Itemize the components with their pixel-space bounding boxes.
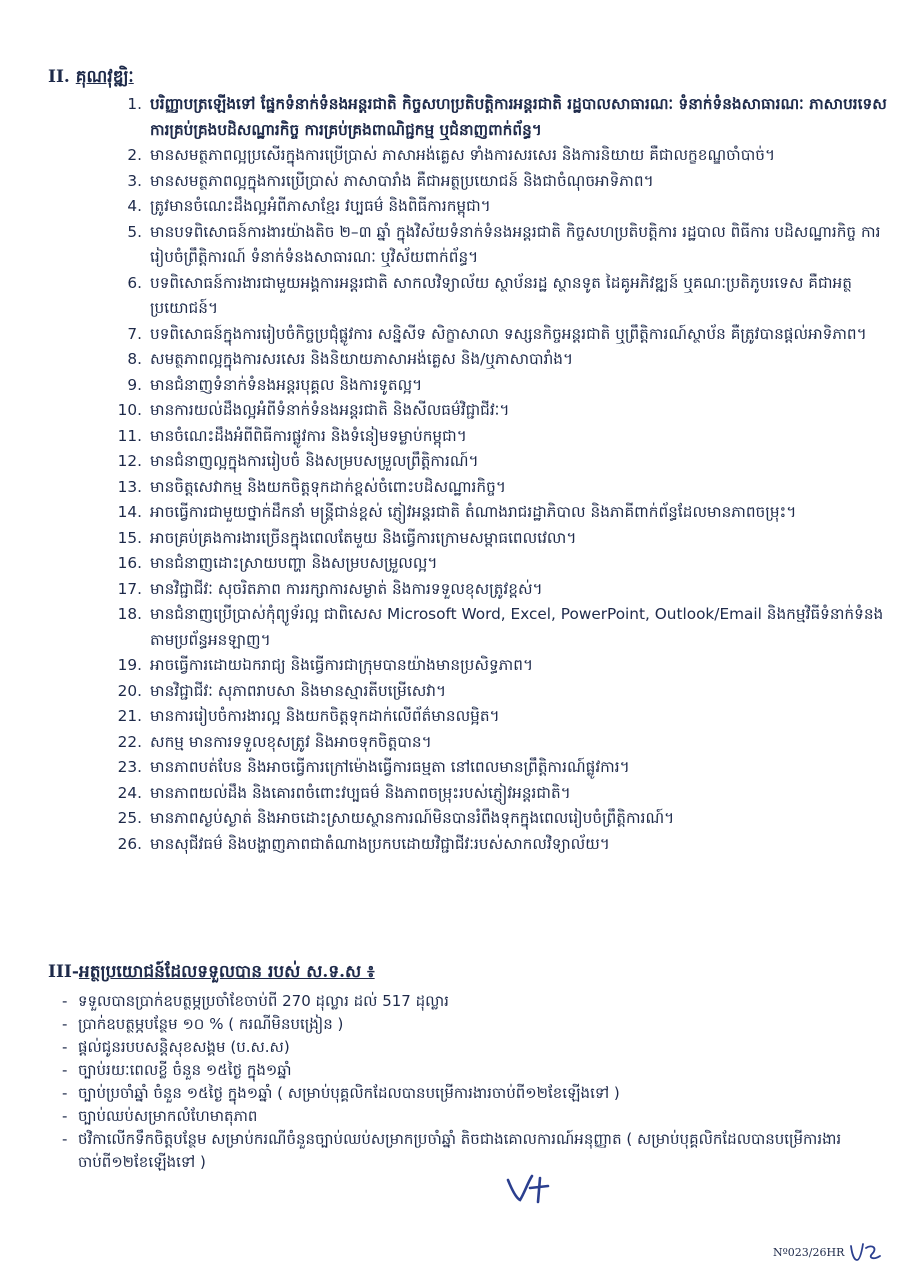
qualification-text: មានជំនាញប្រើប្រាស់កុំព្យូទ័រល្អ ជាពិសេស Microsoft Word, Excel, PowerPoint, Outlook/Email និងកម្មវិធីទំនាក់ទំនងតាមប្រព័ន្ធអនឡាញ។ [150,605,884,649]
qualification-item [112,602,892,653]
qualification-number: 21. [117,707,142,725]
qualification-item [112,577,892,603]
qualification-number: 10. [117,401,142,419]
qualification-number: 23. [117,758,142,776]
benefit-text: ច្បាប់រយៈពេលខ្លី ចំនួន ១៥ថ្ងៃ ក្នុង១ឆ្នាំ [78,1061,292,1079]
qualification-text: មានជំនាញដោះស្រាយបញ្ហា និងសម្របសម្រួលល្អ។ [150,554,438,572]
qualification-item [112,781,892,807]
qualification-item [112,500,892,526]
qualification-text: មានជំនាញល្អក្នុងការរៀបចំ និងសម្របសម្រួលព្រឹត្តិការណ៍។ [150,452,479,470]
benefit-text: ច្បាប់ឈប់សម្រាកលំហែមាតុភាព [78,1107,258,1125]
qualification-number: 18. [117,605,142,623]
qualification-text: មានការរៀបចំការងារល្អ និងយកចិត្តទុកដាក់លើព័ត៌មានលម្អិត។ [150,707,500,725]
qualification-item [112,551,892,577]
qualification-text: អាចធ្វើការជាមួយថ្នាក់ដឹកនាំ មន្ត្រីជាន់ខ្ពស់ ភ្ញៀវអន្តរជាតិ តំណាងរាជរដ្ឋាភិបាល និងភាគីពាក់ព័ន្ធដែលមានភាពចម្រុះ។ [150,503,797,521]
benefits-list [62,990,882,1174]
qualification-item [112,322,892,348]
qualification-item [112,704,892,730]
qualification-item [112,398,892,424]
qualification-number: 6. [127,273,142,292]
benefit-text: ច្បាប់ប្រចាំឆ្នាំ ចំនួន ១៥ថ្ងៃ ក្នុង១ឆ្នាំ ( សម្រាប់បុគ្គលិកដែលបានបម្រើការងារចាប់ពី១២ខែឡើងទៅ ) [78,1084,620,1102]
benefit-item [62,1105,882,1128]
qualification-item [112,832,892,858]
qualification-text: មានចិត្តសេវាកម្ម និងយកចិត្តទុកដាក់ខ្ពស់ចំពោះបដិសណ្ឋារកិច្ច។ [150,477,506,496]
qualification-item [112,220,892,271]
qualification-number: 15. [117,528,142,547]
qualification-item [112,424,892,450]
qualification-number: 22. [117,732,142,751]
qualification-item [112,194,892,220]
qualification-item [112,526,892,552]
qualification-number: 1. [127,95,142,113]
qualification-number: 9. [127,375,142,394]
section-3-title: អត្ថប្រយោជន៍ដែលទទួលបាន របស់ ស.ទ.ស ៖ [78,962,375,982]
qualification-number: 16. [117,554,142,572]
qualification-number: 26. [117,834,142,853]
qualification-text: សមត្ថភាពល្អក្នុងការសរសេរ និងនិយាយភាសាអង់គ្លេស និង/ឬភាសាបារាំង។ [150,350,574,368]
qualification-number: 14. [117,503,142,521]
qualification-text: បទពិសោធន៍ការងារជាមួយអង្គការអន្តរជាតិ សាកលវិទ្យាល័យ ស្ថាប័នរដ្ឋ ស្ថានទូត ដៃគូអភិវឌ្ឍន៍ ឬគណៈប្រតិភូបរទេស គឺជាអត្ថប្រយោជន៍។ [150,273,852,317]
qualification-item [112,679,892,705]
qualification-number: 20. [117,681,142,700]
benefit-text: ទទួលបានប្រាក់ឧបត្ថម្ភប្រចាំខែចាប់ពី 270 ដុល្លារ ដល់ 517 ដុល្លារ [78,992,449,1010]
qualification-number: 5. [127,222,142,241]
qualification-number: 3. [127,171,142,190]
footer-initials-signature [848,1240,882,1264]
section-2-heading [48,66,134,91]
bullet-dash: - [62,1107,68,1125]
qualification-item [112,373,892,399]
qualification-text: មានចំណេះដឹងអំពីពិធីការផ្លូវការ និងទំនៀមទម្លាប់កម្ពុជា។ [150,426,467,445]
qualification-text: សកម្ម មានការទទួលខុសត្រូវ និងអាចទុកចិត្តបាន។ [150,732,432,751]
qualification-number: 8. [127,350,142,368]
bullet-dash: - [62,1038,68,1056]
qualification-number: 17. [117,579,142,598]
bullet-dash: - [62,1015,68,1033]
qualification-item [112,806,892,832]
section-3-heading [48,961,375,986]
qualification-text: មានភាពស្ងប់ស្ងាត់ និងអាចដោះស្រាយស្ថានការណ៍មិនបានរំពឹងទុកក្នុងពេលរៀបចំព្រឹត្តិការណ៍។ [150,809,675,827]
qualification-text: មានភាពបត់បែន និងអាចធ្វើការក្រៅម៉ោងធ្វើការធម្មតា នៅពេលមានព្រឹត្តិការណ៍ផ្លូវការ។ [150,758,630,776]
section-2-title: គុណវុឌ្ឍិៈ [75,67,134,87]
qualification-text: មានជំនាញទំនាក់ទំនងអន្តរបុគ្គល និងការទូតល្អ។ [150,375,423,394]
qualification-number: 13. [117,477,142,496]
qualification-text: មានសមត្ថភាពល្អប្រសើរក្នុងការប្រើប្រាស់ ភាសាអង់គ្លេស ទាំងការសរសេរ និងការនិយាយ គឺជាលក្ខខណ្ឌចាំបាច់។ [150,146,776,164]
benefit-text: ប្រាក់ឧបត្ថម្ភបន្ថែម ១០ % ( ករណីមិនបង្រៀន ) [78,1015,344,1033]
qualification-text: បរិញ្ញាបត្រឡើងទៅ ផ្នែកទំនាក់ទំនងអន្តរជាតិ កិច្ចសហប្រតិបត្តិការអន្តរជាតិ រដ្ឋបាលសាធារណៈ ទំនាក់ទំនងសាធារណៈ ភាសាបរទេស ការគ្រប់គ្រងបដិសណ្ឋារកិច្ច ការគ្រប់គ្រងពាណិជ្ជកម្ម ឬជំនាញពាក់ព័ន្ធ។ [150,95,887,139]
benefit-item [62,1082,882,1105]
qualification-text: មានវិជ្ជាជីវៈ សុភាពរាបសា និងមានស្មារតីបម្រើសេវា។ [150,681,447,700]
qualification-number: 19. [117,656,142,674]
qualification-text: អាចគ្រប់គ្រងការងារច្រើនក្នុងពេលតែមួយ និងធ្វើការក្រោមសម្ពាធពេលវេលា។ [150,528,577,547]
qualification-text: មានបទពិសោធន៍ការងារយ៉ាងតិច ២–៣ ឆ្នាំ ក្នុងវិស័យទំនាក់ទំនងអន្តរជាតិ កិច្ចសហប្រតិបត្តិការ រដ្ឋបាល ពិធីការ បដិសណ្ឋារកិច្ច ការរៀបចំព្រឹត្តិការណ៍ ទំនាក់ទំនងសាធារណៈ ឬវិស័យពាក់ព័ន្ធ។ [150,222,881,266]
qualification-text: មានភាពយល់ដឹង និងគោរពចំពោះវប្បធម៌ និងភាពចម្រុះរបស់ភ្ញៀវអន្តរជាតិ។ [150,783,571,802]
qualifications-list [112,92,892,857]
qualification-number: 12. [117,452,142,470]
qualification-text: បទពិសោធន៍ក្នុងការរៀបចំកិច្ចប្រជុំផ្លូវការ សន្និសីទ សិក្ខាសាលា ទស្សនកិច្ចអន្តរជាតិ ឬព្រឹត្តិការណ៍ស្ថាប័ន គឺត្រូវបានផ្តល់អាទិភាព។ [150,324,867,343]
qualification-item [112,755,892,781]
bullet-dash: - [62,1061,68,1079]
qualification-text: អាចធ្វើការដោយឯករាជ្យ និងធ្វើការជាក្រុមបានយ៉ាងមានប្រសិទ្ធភាព។ [150,656,534,674]
benefit-text: ផ្តល់ជូនរបបសន្តិសុខសង្គម (ប.ស.ស) [78,1038,290,1056]
qualification-text: មានសមត្ថភាពល្អក្នុងការប្រើប្រាស់ ភាសាបារាំង គឺជាអត្ថប្រយោជន៍ និងជាចំណុចអាទិភាព។ [150,171,654,190]
benefit-text: ថវិកាលើកទឹកចិត្តបន្ថែម សម្រាប់ករណីចំនួនច្បាប់ឈប់សម្រាកប្រចាំឆ្នាំ តិចជាងគោលការណ៍អនុញ្ញាត ( សម្រាប់បុគ្គលិកដែលបានបម្រើការងារចាប់ពី១២ខែឡើងទៅ ) [78,1130,842,1171]
qualification-number: 11. [117,426,142,445]
benefit-item [62,1013,882,1036]
section-2-number: II. [48,67,70,87]
qualification-item [112,475,892,501]
benefit-item [62,1059,882,1082]
qualification-number: 24. [117,783,142,802]
qualification-item [112,143,892,169]
bullet-dash: - [62,992,68,1010]
section-3-number: III- [48,962,79,982]
qualification-number: 25. [117,809,142,827]
initials-signature [500,1168,560,1208]
bullet-dash: - [62,1084,68,1102]
qualification-item [112,271,892,322]
benefit-item [62,990,882,1013]
qualification-item [112,730,892,756]
bullet-dash: - [62,1130,68,1148]
benefit-item [62,1128,882,1174]
qualification-text: មានវិជ្ជាជីវៈ សុចរិតភាព ការរក្សាការសម្ងាត់ និងការទទួលខុសត្រូវខ្ពស់។ [150,579,543,598]
qualification-number: 2. [127,146,142,164]
qualification-number: 4. [127,197,142,215]
qualification-text: ត្រូវមានចំណេះដឹងល្អអំពីភាសាខ្មែរ វប្បធម៌ និងពិធីការកម្ពុជា។ [150,197,491,215]
qualification-text: មានសុជីវធម៌ និងបង្ហាញភាពជាតំណាងប្រកបដោយវិជ្ជាជីវៈរបស់សាកលវិទ្យាល័យ។ [150,834,610,853]
qualification-item [112,169,892,195]
benefit-item [62,1036,882,1059]
qualification-text: មានការយល់ដឹងល្អអំពីទំនាក់ទំនងអន្តរជាតិ និងសីលធម៌វិជ្ជាជីវៈ។ [150,401,510,419]
qualification-item [112,92,892,143]
qualification-item [112,347,892,373]
document-reference-code: Nº023/26HR [773,1246,845,1259]
qualification-item [112,653,892,679]
qualification-number: 7. [127,324,142,343]
qualification-item [112,449,892,475]
